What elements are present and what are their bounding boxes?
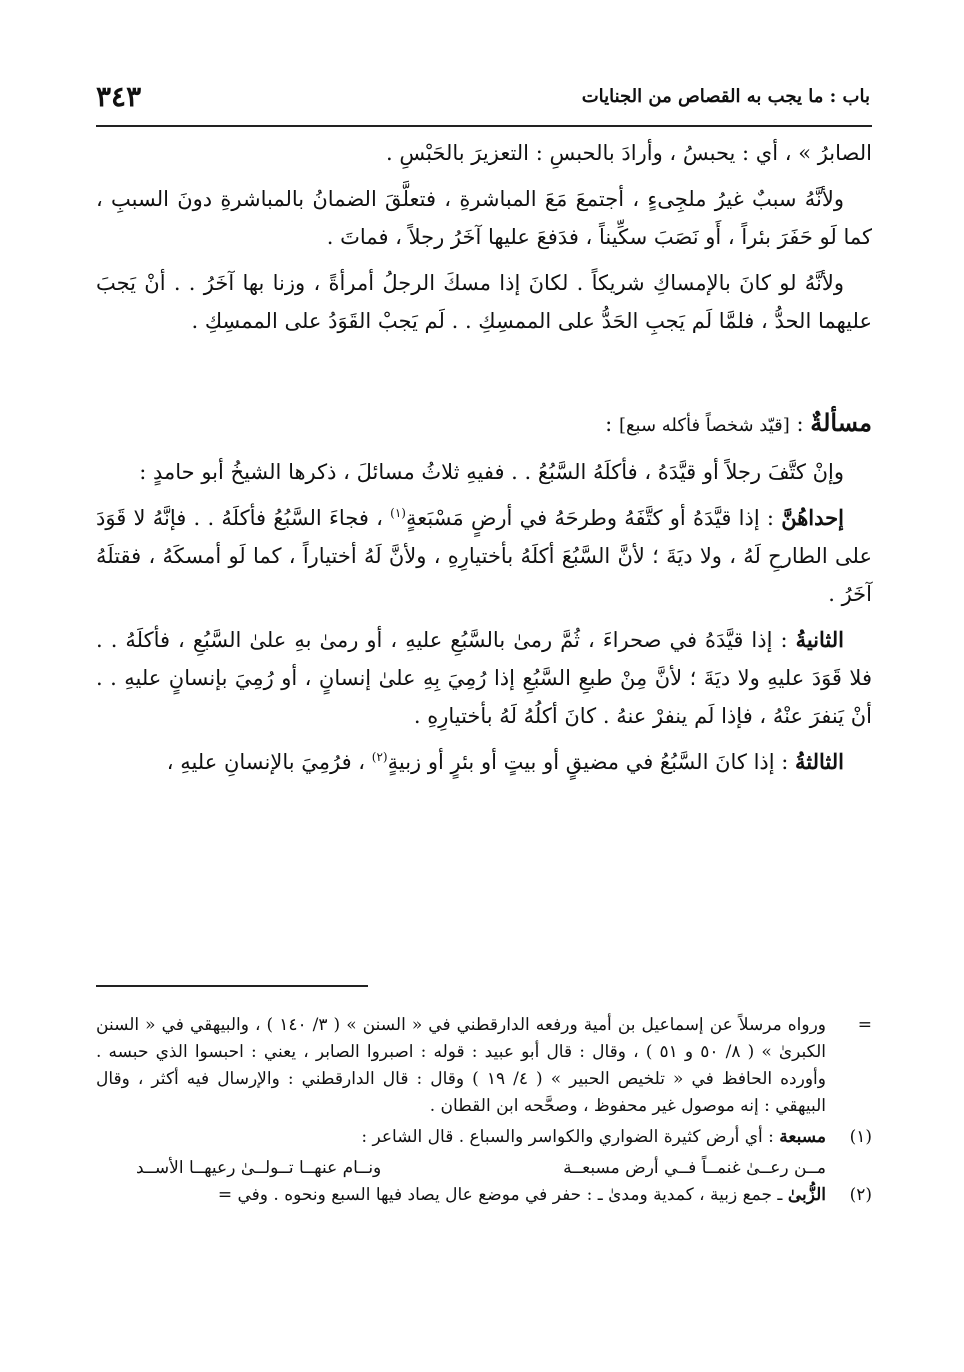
- first-case-label: إحداهُنَّ: [781, 505, 844, 530]
- verse-second-hemistich: ونــام عنهــا تــولــىٰ رعيهــا الأســد: [136, 1158, 382, 1178]
- first-case-text-b: ، فجاءَ السَّبُعُ فأكلَهُ . . فإنَّهُ لا قَوَدَ على الطارحِ لَهُ ، ولا ديَةَ ؛ لأنَّ السَّبُعَ أكلَهُ بأختيارِهِ ، ولأنَّ لَهُ أختياراً ، كما لَو أمسكَهُ ، فقتلَهُ آخَرُ .: [96, 506, 872, 606]
- footnote-text: ورواه مرسلاً عن إسماعيل بن أمية ورفعه الدارقطني في « السنن » ( ٣/ ١٤٠ ) ، والبيهقي في « السنن الكبرىٰ » ( ٨/ ٥٠ و ٥١ ) ، وقال : قال أبو عبيد : قوله : اصبروا الصابر ، يعني : احبسوا الذي حبسه . وأورده الحافظ في « تلخيص الحبير » ( ٤/ ١٩ ) وقال : قال الدارقطني : والإرسال فيه أكثر ، وقال البيهقي : إنه موصول غير محفوظ ، وصحَّحه ابن القطان .: [96, 1015, 826, 1116]
- paragraph-third-case: [96, 743, 872, 781]
- second-case-text: : إذا قيَّدَهُ في صحراءَ ، ثُمَّ رمىٰ بالسَّبُعِ عليهِ ، أو رمىٰ بهِ علىٰ السَّبُعِ ، فأكلَهُ . . فلا قَوَدَ عليهِ ولا ديَةَ ؛ لأنَّ مِنْ طبعِ السَّبُعِ إذا رُمِيَ بِهِ علىٰ إنسانٍ ، أو رُمِيَ بإنسانٍ عليهِ . . أنْ يَنفرَ عنْهُ ، فإذا لَم ينفرْ عنهُ . كانَ أكلُهُ لَهُ بأختيارِهِ .: [96, 628, 873, 728]
- running-header: [96, 80, 870, 120]
- heading-tail: :: [605, 412, 619, 436]
- heading-label: مسألةٌ: [810, 408, 872, 437]
- header-divider: [96, 125, 872, 127]
- heading-title: [قيّد شخصاً فأكله سبع]: [618, 415, 790, 436]
- chapter-title: باب : ما يجب به القصاص من الجنايات: [581, 86, 870, 107]
- footnote-text: [96, 1124, 826, 1151]
- paragraph-second-case: [96, 621, 872, 735]
- footnote-1: [96, 1124, 872, 1151]
- second-case-label: الثانيةُ: [795, 627, 844, 652]
- footnotes: [96, 1012, 872, 1213]
- footnote-continued: [96, 1012, 872, 1120]
- third-case-label: الثالثةُ: [795, 749, 844, 774]
- footnote-marker: (١): [849, 1127, 872, 1147]
- footnote-term: الزُّبىٰ: [787, 1185, 826, 1205]
- paragraph-2: ولأنَّهُ سببٌ غيرُ ملجِىءٍ ، أجتمعَ مَعَ المباشرةِ ، فتعلَّقَ الضمانُ بالمباشرةِ دونَ السببِ ، كما لَو حَفَرَ بئراً ، أَو نَصَبَ سكِّيناً ، فدَفعَ عليها آخَرُ رجلاً ، فماتَ .: [96, 187, 872, 249]
- verse-first-hemistich: مــن رعــىٰ غنمــاً فــي أرض مسبعــة: [563, 1158, 826, 1178]
- heading-separator: :: [789, 412, 811, 436]
- footnote-ref-2: (٢): [371, 750, 388, 764]
- footnote-divider: [96, 985, 368, 987]
- paragraph-first-case: [96, 499, 872, 613]
- third-case-text-b: ، فرُمِيَ بالإنسانِ عليهِ ،: [166, 750, 372, 774]
- third-case-text-a: : إذا كانَ السَّبُعُ في مضيقٍ أو بيتٍ أو بئرٍ أو زبيةٍ: [387, 750, 796, 774]
- paragraph-3: ولأنَّهُ لو كانَ بالإمساكِ شريكاً . لكانَ إذا مسكَ الرجلُ أمرأةً ، وزنا بها آخَرُ . . أنْ يَجبَ عليهما الحدُّ ، فلمَّا لَم يَجبِ الحَدُّ على الممسِكِ . . لَم يَجبْ القَوَدُ على الممسِكِ .: [96, 271, 872, 333]
- footnote-term: مسبعة: [779, 1127, 826, 1147]
- poetry-verse: [136, 1155, 826, 1182]
- first-case-text-a: : إذا قيَّدَهُ أو كتَّفَهُ وطرحَهُ في أرضٍ مَسْبَعةٍ: [405, 506, 782, 530]
- paragraph-1: الصابرُ » ، أي : يحبسُ ، وأرادَ بالحبسِ : التعزيرَ بالحَبْسِ .: [385, 141, 872, 165]
- footnote-ref-1: (١): [390, 506, 406, 520]
- footnote-2: [96, 1182, 872, 1209]
- footnote-text: [96, 1182, 826, 1209]
- page-number: ٣٤٣: [96, 80, 142, 113]
- footnote-marker: (٢): [849, 1185, 872, 1205]
- paragraph-4: وإنْ كتَّفَ رجلاً أو قيَّدَهُ ، فأكلَهُ السَّبُعُ . . ففيهِ ثلاثُ مسائلَ ، ذكرها الشيخُ أبو حامدٍ :: [139, 460, 844, 484]
- footnote-definition: ـ جمع زبية ، كمدية ومدىٰ ـ : حفر في موضع عال يصاد فيها السبع ونحوه . وفي =: [217, 1185, 788, 1205]
- section-heading: [96, 404, 872, 445]
- main-text: [96, 134, 872, 789]
- footnote-marker: =: [857, 1015, 872, 1035]
- footnote-definition: : أي أرض كثيرة الضواري والكواسر والسباع . قال الشاعر :: [361, 1127, 780, 1147]
